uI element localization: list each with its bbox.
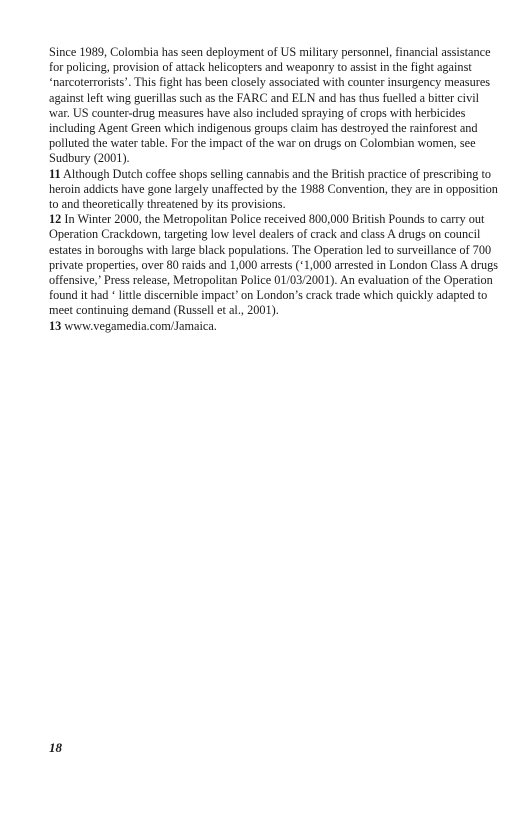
endnote-text: Since 1989, Colombia has seen deployment of US military personnel, financial assistance for policing, provision of attack helicopters and weaponry to assist in the fight against ‘narcoterrorists’. This fight has been closely associated with counter insurgency measures against left wing guerillas such as the FARC and ELN and has thus fuelled a bitter civil war. US counter-drug measures have also included spraying of crops with herbicides including Agent Green which indigenous groups claim has destroyed the rainforest and polluted the water table. For the impact of the war on drugs on Colombian women, see Sudbury (2001).	[49, 45, 491, 166]
page-number: 18	[49, 740, 62, 755]
endnote-number: 12	[49, 212, 62, 227]
endnote-text: www.vegamedia.com/Jamaica.	[64, 318, 217, 333]
endnote-text: Although Dutch coffee shops selling cannabis and the British practice of prescribing to heroin addicts have gone largely unaffected by the 1988 Convention, they are in opposition to and theoretically threatened by its provisions.	[49, 166, 498, 212]
endnote-number: 13	[49, 318, 62, 333]
endnote-continuation	[49, 45, 499, 167]
endnote-11	[49, 167, 499, 213]
endnote-12	[49, 212, 499, 318]
endnotes-body	[49, 45, 499, 334]
endnote-13	[49, 319, 499, 334]
endnote-number: 11	[49, 166, 61, 181]
endnote-text: In Winter 2000, the Metropolitan Police received 800,000 British Pounds to carry out Operation Crackdown, targeting low level dealers of crack and class A drugs on council estates in boroughs with large black populations. The Operation led to surveillance of 700 private properties, over 80 raids and 1,000 arrests (‘1,000 arrested in London Class A drugs offensive,’ Press release, Metropolitan Police 01/03/2001). An evaluation of the Operation found it had ‘ little discernible impact’ on London’s crack trade which quickly adapted to meet continuing demand (Russell et al., 2001).	[49, 212, 499, 318]
